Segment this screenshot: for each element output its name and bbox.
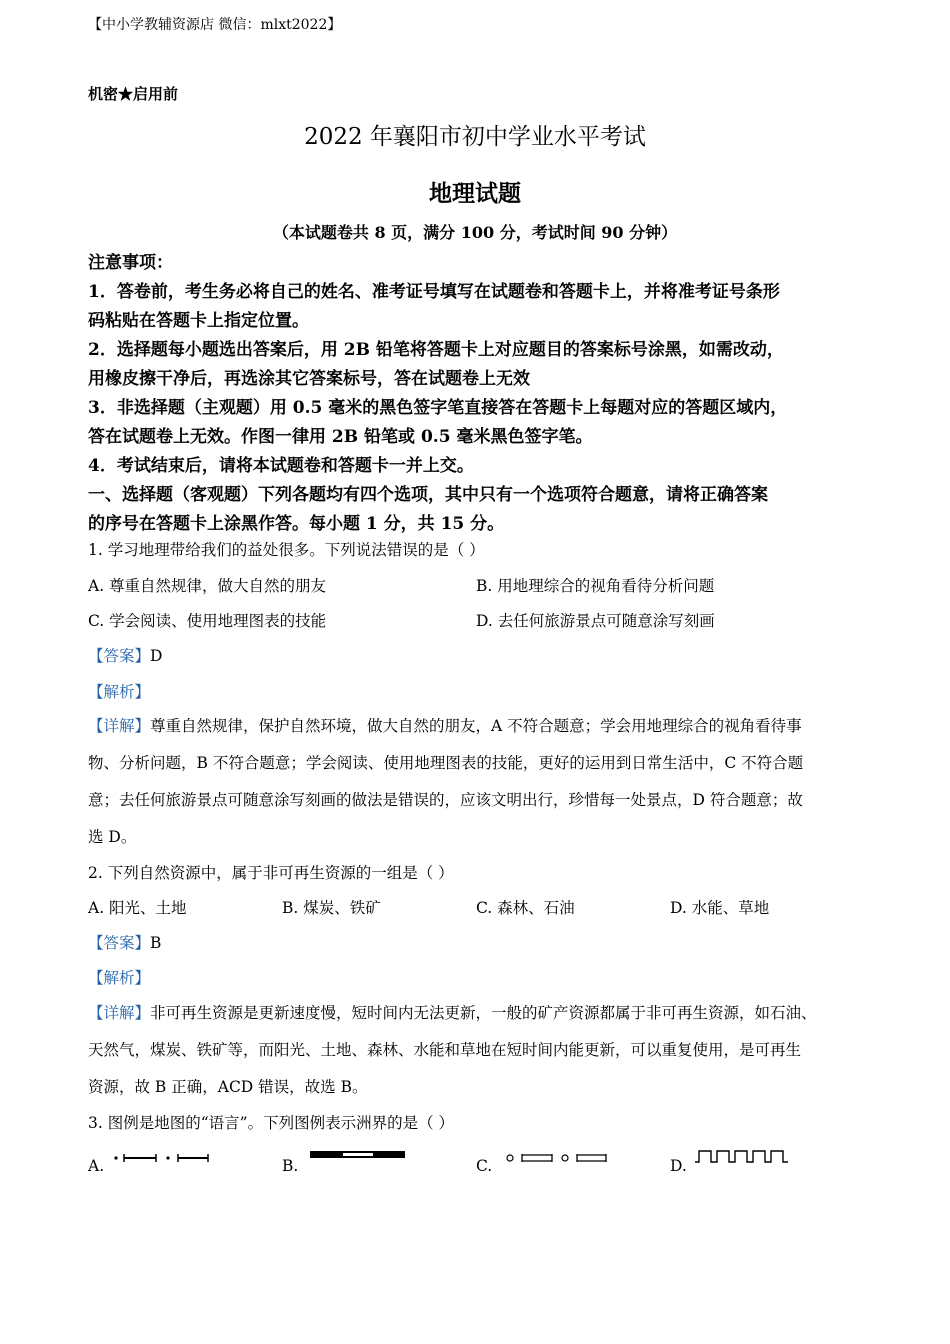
notice-line: 4．考试结束后，请将本试题卷和答题卡一并上交。 [88,456,474,476]
notice-line: 用橡皮擦干净后，再选涂其它答案标号，答在试题卷上无效 [88,369,530,389]
q1-answer [88,644,162,666]
notice-line: 2．选择题每小题选出答案后，用 2B 铅笔将答题卡上对应题目的答案标号涂黑，如需改动， [88,340,784,360]
q1-option-c: C. 学会阅读、使用地理图表的技能 [88,612,327,630]
exam-title: 2022 年襄阳市初中学业水平考试 [304,124,646,150]
q2-answer-value: B [150,934,162,952]
answer-tag: 【答案】 [88,647,151,665]
q2-analysis-tag: 【解析】 [88,969,151,987]
legend-symbol-c-icon [503,1151,607,1165]
q1-detail-line: 意；去任何旅游景点可随意涂写刻画的做法是错误的，应该文明出行，珍惜每一处景点，D 符合题意；故 [88,791,803,809]
notice-line: 码粘贴在答题卡上指定位置。 [88,311,309,331]
q1-option-b: B. 用地理综合的视角看待分析问题 [476,577,715,595]
legend-symbol-d-icon [695,1148,789,1164]
section-line: 的序号在答题卡上涂黑作答。每小题 1 分，共 15 分。 [88,514,505,534]
detail-tag: 【详解】 [88,1004,151,1022]
q2-option-d: D. 水能、草地 [670,899,770,917]
notice-heading: 注意事项： [88,253,173,273]
q2-detail-line: 资源，故 B 正确，ACD 错误，故选 B。 [88,1078,368,1096]
q2-detail-line [88,1001,817,1023]
q3-option-a: A. [88,1157,105,1175]
q2-answer [88,931,161,953]
q1-detail-line: 物、分析问题，B 不符合题意；学会阅读、使用地理图表的技能，更好的运用到日常生活中，C 不符合题 [88,754,804,772]
q3-option-d: D. [670,1157,687,1175]
q2-detail-text: 非可再生资源是更新速度慢，短时间内无法更新，一般的矿产资源都属于非可再生资源，如石油、 [150,1004,817,1022]
legend-symbol-a-icon [110,1151,212,1165]
notice-line: 1．答卷前，考生务必将自己的姓名、准考证号填写在试题卷和答题卡上，并将准考证号条形 [88,282,780,302]
q2-detail-line: 天然气，煤炭、铁矿等，而阳光、土地、森林、水能和草地在短时间内能更新，可以重复使用，是可再生 [88,1041,802,1059]
q1-option-a: A. 尊重自然规律，做大自然的朋友 [88,577,327,595]
q2-option-b: B. 煤炭、铁矿 [282,899,381,917]
q1-detail-line: 选 D。 [88,828,137,846]
q3-option-b: B. [282,1157,299,1175]
detail-tag: 【详解】 [88,717,151,735]
q1-detail-line [88,714,802,736]
q1-option-d: D. 去任何旅游景点可随意涂写刻画 [476,612,715,630]
q3-option-c: C. [476,1157,493,1175]
q1-answer-value: D [150,647,163,665]
page-header: 【中小学教辅资源店 微信：mlxt2022】 [88,17,342,33]
q2-option-c: C. 森林、石油 [476,899,575,917]
q3-stem: 3. 图例是地图的“语言”。下列图例表示洲界的是（ ） [88,1114,454,1132]
section-line: 一、选择题（客观题）下列各题均有四个选项，其中只有一个选项符合题意，请将正确答案 [88,485,768,505]
legend-symbol-b-icon [310,1150,406,1160]
q1-detail-text: 尊重自然规律，保护自然环境，做大自然的朋友，A 不符合题意；学会用地理综合的视角看待事 [150,717,802,735]
exam-info: （本试题卷共 8 页，满分 100 分，考试时间 90 分钟） [272,223,678,242]
notice-line: 答在试题卷上无效。作图一律用 2B 铅笔或 0.5 毫米黑色签字笔。 [88,427,593,447]
subject-title: 地理试题 [429,180,521,207]
q1-stem: 1. 学习地理带给我们的益处很多。下列说法错误的是（ ） [88,541,485,559]
answer-tag: 【答案】 [88,934,151,952]
q1-analysis-tag: 【解析】 [88,683,151,701]
q2-option-a: A. 阳光、土地 [88,899,187,917]
notice-line: 3．非选择题（主观题）用 0.5 毫米的黑色签字笔直接答在答题卡上每题对应的答题区域内， [88,398,788,418]
secret-label: 机密★启用前 [88,85,179,103]
q2-stem: 2. 下列自然资源中，属于非可再生资源的一组是（ ） [88,864,454,882]
